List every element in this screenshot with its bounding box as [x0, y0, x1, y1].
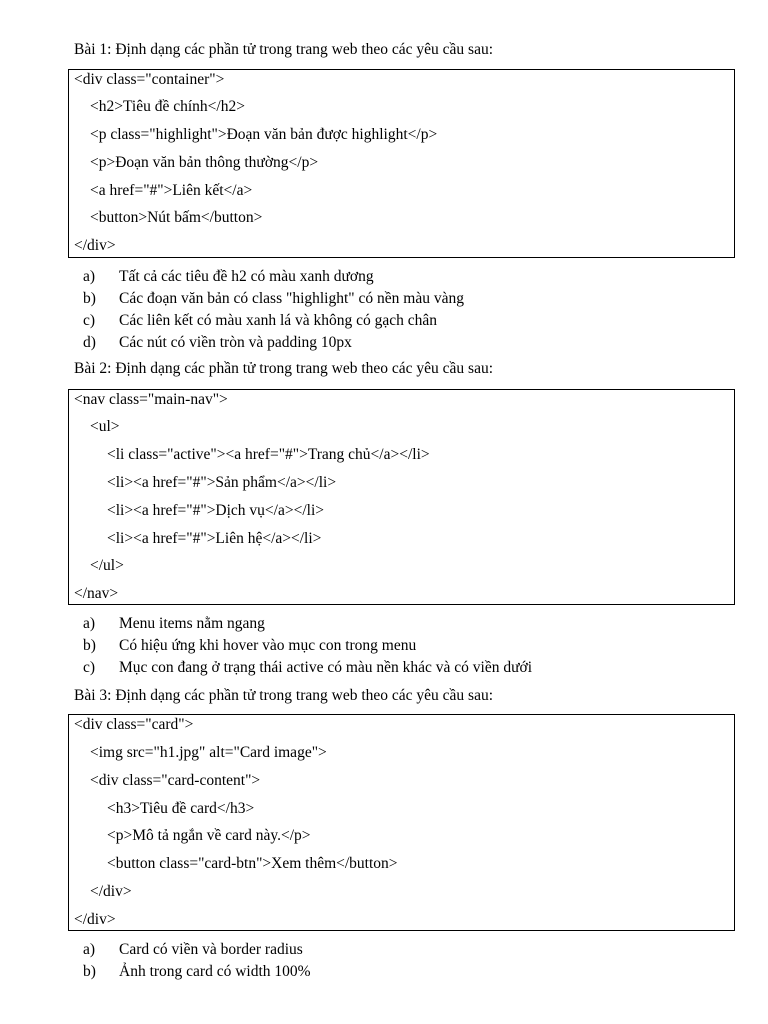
- requirement-label: c): [83, 312, 96, 329]
- code-line: <div class="card">: [74, 716, 194, 733]
- requirement-text: Menu items nằm ngang: [119, 615, 265, 632]
- code-line: </div>: [74, 237, 116, 254]
- requirement-text: Tất cả các tiêu đề h2 có màu xanh dương: [119, 268, 374, 285]
- requirement-item: [83, 289, 464, 309]
- code-line: <li><a href="#">Liên hệ</a></li>: [107, 530, 322, 547]
- requirement-label: d): [83, 334, 96, 351]
- exercise-3-title: Bài 3: Định dạng các phần tử trong trang web theo các yêu cầu sau:: [74, 687, 494, 704]
- code-line: <p>Mô tả ngắn về card này.</p>: [107, 827, 311, 844]
- code-line: </div>: [74, 911, 116, 928]
- exercise-2-code-box: [68, 389, 735, 605]
- code-line: </ul>: [90, 557, 124, 574]
- code-line: <p class="highlight">Đoạn văn bản được highlight</p>: [90, 126, 438, 143]
- requirement-item: [83, 333, 352, 353]
- code-line: <button>Nút bấm</button>: [90, 209, 263, 226]
- requirement-item: [83, 614, 265, 634]
- code-line: <div class="card-content">: [90, 772, 261, 789]
- code-line: </div>: [90, 883, 132, 900]
- requirement-label: c): [83, 659, 96, 676]
- requirement-text: Card có viền và border radius: [119, 941, 303, 958]
- code-line: <h2>Tiêu đề chính</h2>: [90, 98, 245, 115]
- requirement-label: b): [83, 963, 96, 980]
- requirement-item: [83, 267, 374, 287]
- requirement-label: b): [83, 637, 96, 654]
- requirement-label: a): [83, 941, 96, 958]
- requirement-text: Ảnh trong card có width 100%: [119, 963, 311, 980]
- requirement-text: Các nút có viền tròn và padding 10px: [119, 334, 352, 351]
- exercise-1-title: Bài 1: Định dạng các phần tử trong trang web theo các yêu cầu sau:: [74, 41, 494, 58]
- requirement-text: Có hiệu ứng khi hover vào mục con trong menu: [119, 637, 417, 654]
- requirement-label: a): [83, 615, 96, 632]
- requirement-item: [83, 940, 303, 960]
- code-line: <li><a href="#">Dịch vụ</a></li>: [107, 502, 325, 519]
- code-line: <button class="card-btn">Xem thêm</button>: [107, 855, 398, 872]
- requirement-item: [83, 962, 311, 982]
- code-line: <li><a href="#">Sản phẩm</a></li>: [107, 474, 337, 491]
- code-line: </nav>: [74, 585, 119, 602]
- requirement-text: Các liên kết có màu xanh lá và không có gạch chân: [119, 312, 438, 329]
- requirement-label: b): [83, 290, 96, 307]
- code-line: <p>Đoạn văn bản thông thường</p>: [90, 154, 319, 171]
- code-line: <div class="container">: [74, 71, 225, 88]
- code-line: <img src="h1.jpg" alt="Card image">: [90, 744, 327, 761]
- requirement-item: [83, 658, 532, 678]
- code-line: <nav class="main-nav">: [74, 391, 228, 408]
- code-line: <a href="#">Liên kết</a>: [90, 182, 253, 199]
- requirement-text: Mục con đang ở trạng thái active có màu nền khác và có viền dưới: [119, 659, 533, 676]
- requirement-item: [83, 311, 437, 331]
- requirement-text: Các đoạn văn bản có class "highlight" có nền màu vàng: [119, 290, 464, 307]
- code-line: <ul>: [90, 418, 120, 435]
- code-line: <h3>Tiêu đề card</h3>: [107, 800, 255, 817]
- code-line: <li class="active"><a href="#">Trang chủ</a></li>: [107, 446, 430, 463]
- exercise-2-title: Bài 2: Định dạng các phần tử trong trang web theo các yêu cầu sau:: [74, 360, 494, 377]
- requirement-label: a): [83, 268, 96, 285]
- requirement-item: [83, 636, 416, 656]
